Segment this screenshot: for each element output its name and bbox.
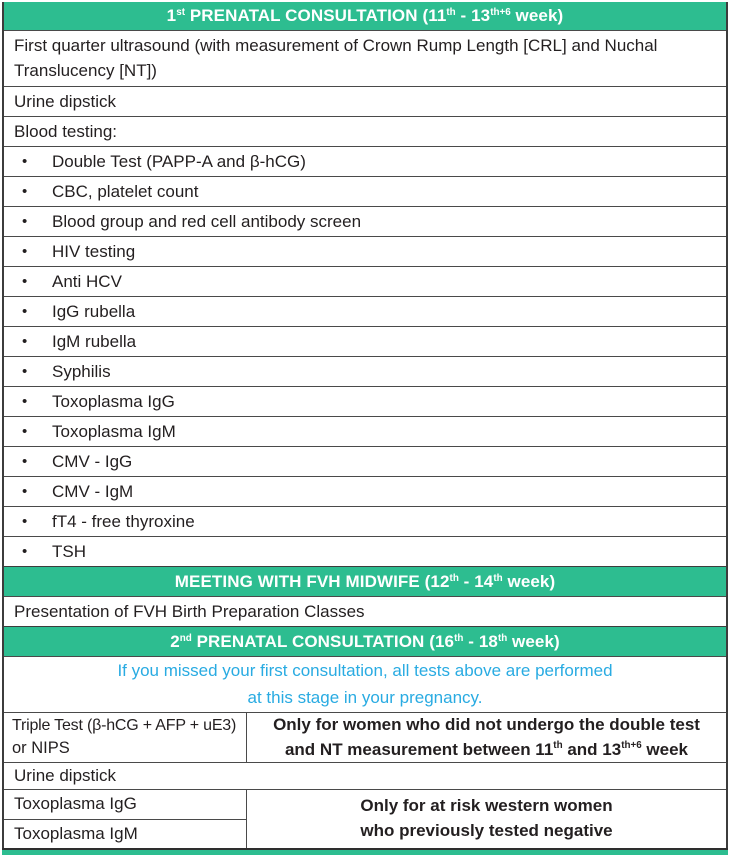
toxoplasma-labels-column <box>4 790 247 848</box>
bullet-icon: • <box>22 333 28 350</box>
table-row <box>4 296 726 326</box>
bullet-icon: • <box>22 363 28 380</box>
next-section-header-partial <box>2 848 728 855</box>
table-row <box>4 386 726 416</box>
row-label: IgG rubella <box>52 301 136 321</box>
row-label: or NIPS <box>12 739 70 758</box>
table-row <box>4 176 726 206</box>
row-label: Toxoplasma IgG <box>52 391 175 411</box>
note-line: Only for at risk western women <box>360 796 613 816</box>
triple-test-label-cell <box>4 713 247 762</box>
table-row <box>4 506 726 536</box>
table-row <box>4 446 726 476</box>
row-label: Toxoplasma IgM <box>52 421 176 441</box>
prenatal-schedule-table <box>2 2 728 848</box>
bullet-icon: • <box>22 513 28 530</box>
row-label: Urine dipstick <box>14 91 117 111</box>
table-row <box>4 356 726 386</box>
row-label: Double Test (PAPP-A and β-hCG) <box>52 151 306 171</box>
section3-header <box>4 626 726 656</box>
table-row <box>4 596 726 626</box>
missed-consultation-note <box>4 656 726 712</box>
bullet-icon: • <box>22 483 28 500</box>
row-label: Syphilis <box>52 361 111 381</box>
table-row <box>4 30 726 86</box>
row-label: First quarter ultrasound (with measurement of Crown Rump Length [CRL] and Nuchal Translucency [NT]) <box>14 35 658 80</box>
note-line: and NT measurement between 11th and $13^{th+6}$ week <box>284 739 689 759</box>
bullet-icon: • <box>22 243 28 260</box>
row-label: CMV - IgG <box>52 451 133 471</box>
row-label: Blood testing: <box>14 121 118 141</box>
bullet-icon: • <box>22 543 28 560</box>
table-row <box>4 416 726 446</box>
table-row <box>4 86 726 116</box>
section1-header-text: 1st PRENATAL CONSULTATION ($11th - 13^{th+6}$ week) <box>166 6 564 25</box>
row-label: IgM rubella <box>52 331 137 351</box>
row-label: CMV - IgM <box>52 481 134 501</box>
note-line: If you missed your first consultation, all tests above are performed <box>117 661 613 681</box>
note-line: who previously tested negative <box>360 821 613 840</box>
bullet-icon: • <box>22 273 28 290</box>
row-label: TSH <box>52 541 86 561</box>
row-label: Urine dipstick <box>14 766 117 785</box>
bullet-icon: • <box>22 213 28 230</box>
row-label: fT4 - free thyroxine <box>52 511 195 531</box>
table-row <box>4 266 726 296</box>
note-line: at this stage in your pregnancy. <box>247 687 483 707</box>
section2-header-text: MEETING WITH FVH MIDWIFE (12th - 14th week) <box>174 571 556 591</box>
table-row <box>4 236 726 266</box>
row-label: Triple Test (β-hCG + AFP + uE3) <box>12 716 237 734</box>
section3-header-text: 2nd PRENATAL CONSULTATION (16th - 18th week) <box>170 631 560 651</box>
bullet-icon: • <box>22 303 28 320</box>
bullet-icon: • <box>22 153 28 170</box>
triple-test-note-cell <box>247 713 726 762</box>
row-label: CBC, platelet count <box>52 181 199 201</box>
table-row <box>4 762 726 789</box>
row-label: Anti HCV <box>52 271 122 291</box>
row-label: Presentation of FVH Birth Preparation Classes <box>14 601 365 621</box>
row-label: Toxoplasma IgM <box>4 819 246 849</box>
bullet-icon: • <box>22 183 28 200</box>
toxoplasma-note-cell <box>247 790 726 848</box>
table-row <box>4 116 726 146</box>
table-row <box>4 146 726 176</box>
table-row-toxoplasma <box>4 789 726 848</box>
table-row <box>4 536 726 566</box>
section1-header <box>4 2 726 30</box>
table-row-triple-test <box>4 712 726 762</box>
table-row <box>4 206 726 236</box>
section2-header <box>4 566 726 596</box>
bullet-icon: • <box>22 393 28 410</box>
table-row <box>4 476 726 506</box>
row-label: HIV testing <box>52 241 136 261</box>
bullet-icon: • <box>22 423 28 440</box>
note-line: Only for women who did not undergo the double test <box>273 714 700 734</box>
row-label: Blood group and red cell antibody screen <box>52 211 362 231</box>
table-row <box>4 326 726 356</box>
bullet-icon: • <box>22 453 28 470</box>
row-label: Toxoplasma IgG <box>14 794 137 814</box>
